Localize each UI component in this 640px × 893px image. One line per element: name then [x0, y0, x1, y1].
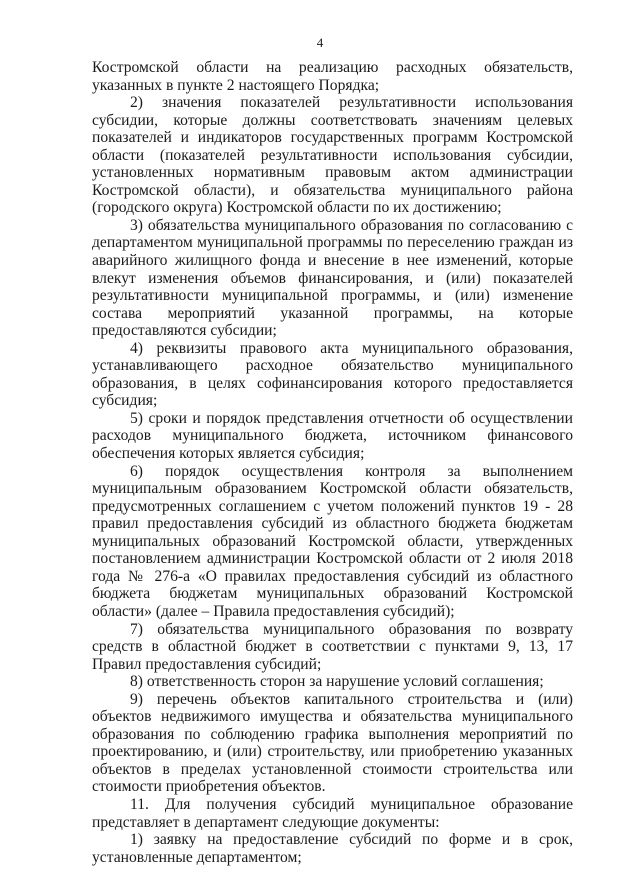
paragraph-item-4: 4) реквизиты правового акта муниципального образования, устанавливающего расходное обязательство муниципального образования, в целях софинансирования которого предоставляется субсидия;: [92, 339, 573, 410]
paragraph-continuation: Костромской области на реализацию расходных обязательств, указанных в пункте 2 настоящего Порядка;: [92, 59, 573, 94]
paragraph-item-6: 6) порядок осуществления контроля за выполнением муниципальным образованием Костромской области обязательств, предусмотренных соглашением с учетом положений пунктов 19 - 28 правил предоставления субсидий из областного бюджета бюджетам муниципальных образований Костромской области, утвержденных постановлением администрации Костромской области от 2 июля 2018 года № 276-а «О правилах предоставления субсидий из областного бюджета бюджетам муниципальных образований Костромской области» (далее – Правила предоставления субсидий);: [92, 462, 573, 620]
paragraph-item-9: 9) перечень объектов капитального строительства и (или) объектов недвижимого имущества и обязательства муниципального образования по соблюдению графика выполнения мероприятий по проектированию, и (или) строительству, или приобретению указанных объектов в пределах установленной стоимости строительства или стоимости приобретения объектов.: [92, 690, 573, 796]
paragraph-subitem-1: 1) заявку на предоставление субсидий по форме и в срок, установленные департаментом;: [92, 831, 573, 866]
paragraph-item-3: 3) обязательства муниципального образования по согласованию с департаментом муниципальной программы по переселению граждан из аварийного жилищного фонда и внесение в нее изменений, которые влекут изменения объемов финансирования, и (или) показателей результативности муниципальной программы, и (или) изменение состава мероприятий указанной программы, на которые предоставляются субсидии;: [92, 216, 573, 340]
paragraph-item-8: 8) ответственность сторон за нарушение условий соглашения;: [130, 673, 544, 691]
paragraph-item-7: 7) обязательства муниципального образования по возврату средств в областной бюджет в соответствии с пунктами 9, 13, 17 Правил предоставления субсидий;: [92, 620, 573, 673]
document-body: [92, 59, 573, 866]
page-number: 4: [316, 35, 324, 50]
paragraph-section-11: 11. Для получения субсидий муниципальное образование представляет в департамент следующие документы:: [92, 795, 573, 831]
paragraph-item-2: 2) значения показателей результативности использования субсидии, которые должны соответствовать значениям целевых показателей и индикаторов государственных программ Костромской области (показателей результативности использования субсидии, установленных нормативным правовым актом администрации Костромской области), и обязательства муниципального района (городского округа) Костромской области по их достижению;: [92, 94, 573, 217]
paragraph-item-5: 5) сроки и порядок представления отчетности об осуществлении расходов муниципального бюджета, источником финансового обеспечения которых является субсидия;: [92, 409, 573, 463]
